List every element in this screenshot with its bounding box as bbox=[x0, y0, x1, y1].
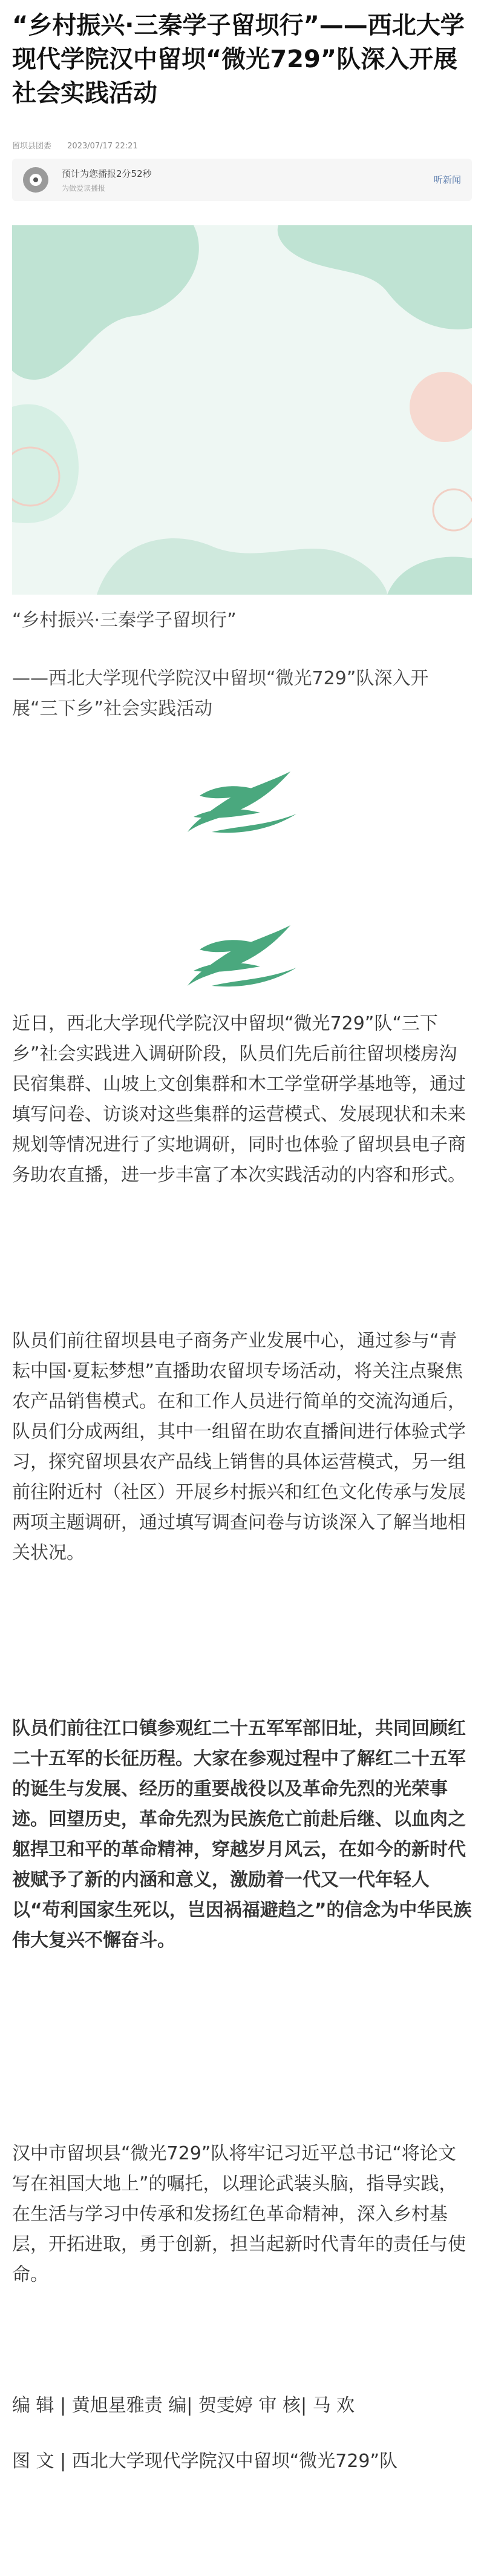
audio-duration: 预计为您播报2分52秒 bbox=[62, 168, 152, 179]
audio-player[interactable] bbox=[12, 159, 472, 201]
photo-credit: 图 文 | 西北大学现代学院汉中留坝“微光729”队 bbox=[12, 2451, 398, 2472]
banner-image bbox=[12, 225, 472, 595]
audio-disc-dot bbox=[33, 177, 38, 182]
audio-provider: 为做爱读播报 bbox=[62, 184, 106, 193]
article-title: “乡村振兴·三秦学子留坝行”——西北大学现代学院汉中留坝“微光729”队深入开展社会实践活动 bbox=[12, 12, 465, 107]
listen-news-button[interactable]: 听新闻 bbox=[433, 174, 461, 185]
article-source[interactable]: 留坝县团委 bbox=[12, 142, 52, 151]
article-paragraph-1: 近日，西北大学现代学院汉中留坝“微光729”队“三下乡”社会实践进入调研阶段，队员们先后前往留坝楼房沟民宿集群、山坡上文创集群和木工学堂研学基地等，通过填写问卷、访谈对这些集群的运营模式、发展现状和未来规划等情况进行了实地调研，同时也体验了留坝县电子商务助农直播，进一步丰富了本次实践活动的内容和形式。 bbox=[12, 1013, 466, 1186]
article-paragraph-2: 队员们前往留坝县电子商务产业发展中心，通过参与“青耘中国·夏耘梦想”直播助农留坝专场活动，将关注点聚焦农产品销售模式。在和工作人员进行简单的交流沟通后，队员们分成两组，其中一组留在助农直播间进行体验式学习，探究留坝县农产品线上销售的具体运营模式，另一组前往附近村（社区）开展乡村振兴和红色文化传承与发展两项主题调研，通过填写调查问卷与访谈深入了解当地相关状况。 bbox=[12, 1330, 466, 1564]
article-paragraph-4: 汉中市留坝县“微光729”队将牢记习近平总书记“将论文写在祖国大地上”的嘱托，以理论武装头脑，指导实践，在生活与学习中传承和发扬红色革命精神，深入乡村基层，开拓进取，勇于创新，担当起新时代青年的责任与使命。 bbox=[12, 2143, 466, 2285]
audio-play-icon[interactable] bbox=[23, 167, 48, 193]
article-meta bbox=[12, 139, 472, 151]
leaf-divider-icon bbox=[175, 759, 309, 844]
editor-credit: 编 辑 | 黄旭星雅责 编| 贺雯婷 审 核| 马 欢 bbox=[12, 2395, 355, 2416]
article-paragraph-3: 队员们前往江口镇参观红二十五军军部旧址，共同回顾红二十五军的长征历程。大家在参观过程中了解红二十五军的诞生与发展、经历的重要战役以及革命先烈的光荣事迹。回望历史，革命先烈为民族危亡前赴后继、以血肉之躯捍卫和平的革命精神，穿越岁月风云，在如今的新时代被赋予了新的内涵和意义，激励着一代又一代年轻人以“苟利国家生死以，岂因祸福避趋之”的信念为中华民族伟大复兴不懈奋斗。 bbox=[12, 1718, 472, 1951]
article-date: 2023/07/17 22:21 bbox=[67, 142, 138, 151]
leaf-divider-icon-2 bbox=[175, 913, 309, 998]
section-subtitle: ——西北大学现代学院汉中留坝“微光729”队深入开展“三下乡”社会实践活动 bbox=[12, 668, 429, 719]
banner-blobs-graphic bbox=[12, 225, 472, 595]
section-quote-title: “乡村振兴·三秦学子留坝行” bbox=[12, 610, 237, 631]
